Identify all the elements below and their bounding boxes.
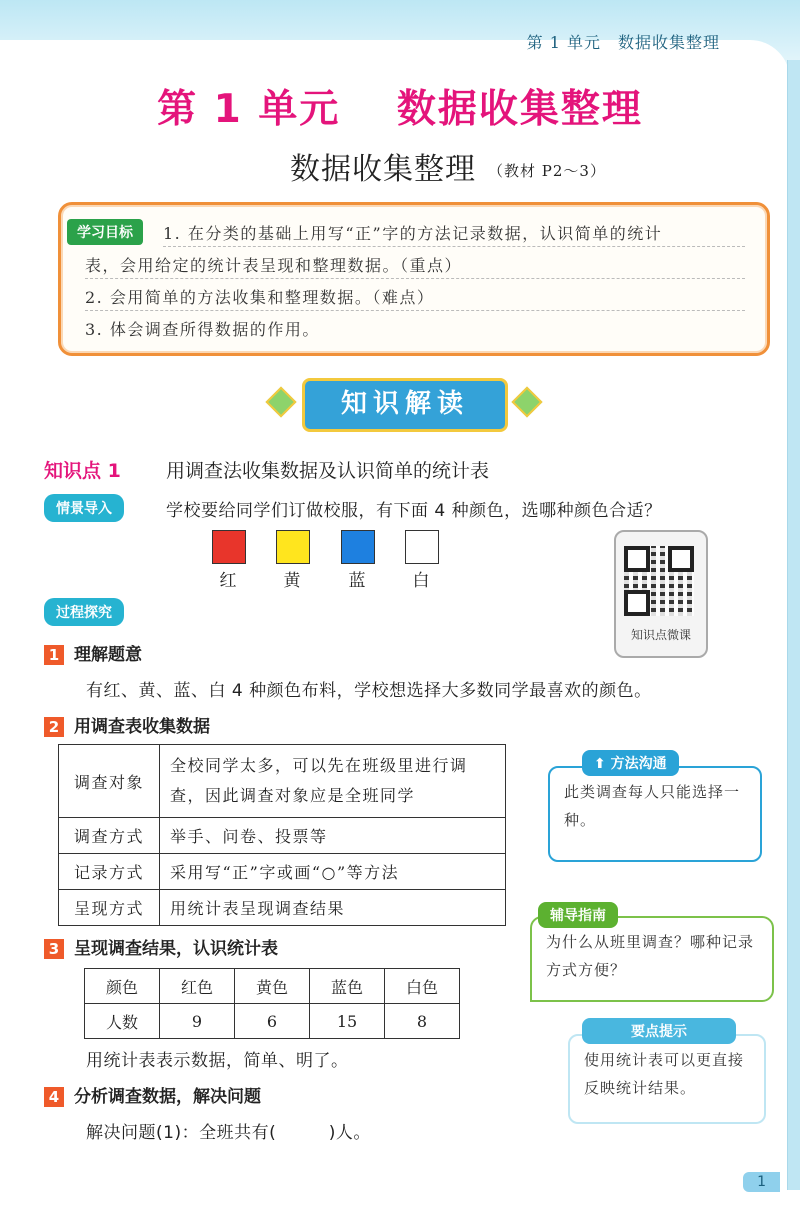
step-number: 1 — [44, 645, 64, 665]
color-swatch-label: 白 — [412, 571, 430, 591]
color-swatch — [405, 530, 439, 564]
color-swatch — [341, 530, 375, 564]
goal-line: 1. 在分类的基础上用写“正”字的方法记录数据，认识简单的统计 — [163, 221, 745, 247]
scene-tag: 情景导入 — [44, 494, 124, 522]
key-tip-tag: 要点提示 — [582, 1018, 736, 1044]
step3-text: 用统计表表示数据，简单、明了。 — [86, 1051, 349, 1071]
step-heading — [44, 640, 142, 665]
table-cell: 9 — [160, 1004, 235, 1039]
table-cell: 全校同学太多，可以先在班级里进行调查，因此调查对象应是全班同学 — [160, 745, 506, 818]
step-number: 2 — [44, 717, 64, 737]
learning-goals-tag: 学习目标 — [67, 219, 143, 245]
color-swatch-label: 黄 — [283, 571, 301, 591]
table-cell: 人数 — [85, 1004, 160, 1039]
color-swatch — [212, 530, 246, 564]
method-tip-text: 此类调查每人只能选择一种。 — [564, 783, 741, 829]
table-cell: 黄色 — [235, 969, 310, 1004]
table-cell: 采用写“正”字或画“○”等方法 — [160, 854, 506, 890]
goal-line: 表，会用给定的统计表呈现和整理数据。（重点） — [85, 253, 745, 279]
goal-line: 3. 体会调查所得数据的作用。 — [85, 320, 320, 339]
table-row — [59, 890, 506, 926]
goal-line: 2. 会用简单的方法收集和整理数据。（难点） — [85, 285, 745, 311]
color-swatch-label: 蓝 — [348, 571, 366, 591]
knowledge-point-text: 用调查法收集数据及认识简单的统计表 — [166, 460, 490, 482]
step-number: 4 — [44, 1087, 64, 1107]
scene-text: 学校要给同学们订做校服，有下面 4 种颜色，选哪种颜色合适？ — [166, 501, 662, 521]
unit-title: 第 1 单元 数据收集整理 — [157, 87, 643, 132]
table-row — [59, 818, 506, 854]
side-rail — [787, 60, 800, 1190]
table-cell: 8 — [385, 1004, 460, 1039]
table-cell: 调查对象 — [59, 745, 160, 818]
color-swatch — [276, 530, 310, 564]
table-cell: 白色 — [385, 969, 460, 1004]
step-title: 分析调查数据，解决问题 — [74, 1087, 261, 1107]
guide-tip-text: 为什么从班里调查？哪种记录方式方便？ — [546, 933, 755, 979]
method-tip-tag: ⬆ 方法沟通 — [582, 750, 679, 776]
table-row — [85, 1004, 460, 1039]
step-heading — [44, 712, 210, 737]
step-number: 3 — [44, 939, 64, 959]
lesson-title-text: 数据收集整理 — [290, 152, 476, 187]
section-banner — [262, 378, 542, 428]
step-heading — [44, 934, 278, 959]
table-cell: 6 — [235, 1004, 310, 1039]
banner-label: 知识解读 — [302, 378, 508, 432]
step4-text: 解决问题(1)：全班共有( )人。 — [86, 1123, 371, 1143]
stats-table — [84, 968, 460, 1039]
step-heading — [44, 1082, 261, 1107]
qr-card[interactable] — [614, 530, 708, 658]
running-head: 第 1 单元 数据收集整理 — [526, 33, 720, 52]
lesson-source: （教材 P2～3） — [488, 162, 606, 180]
table-row — [59, 854, 506, 890]
qr-corner-icon — [624, 590, 650, 616]
step-title: 用调查表收集数据 — [74, 717, 210, 737]
qr-corner-icon — [624, 546, 650, 572]
table-row — [85, 969, 460, 1004]
guide-tip-tag: 辅导指南 — [538, 902, 618, 928]
table-cell: 用统计表呈现调查结果 — [160, 890, 506, 926]
table-cell: 颜色 — [85, 969, 160, 1004]
diamond-icon — [511, 386, 542, 417]
lesson-title — [290, 144, 606, 188]
step-title: 理解题意 — [74, 645, 142, 665]
step-title: 呈现调查结果，认识统计表 — [74, 939, 278, 959]
qr-caption: 知识点微课 — [630, 628, 691, 642]
table-cell: 15 — [310, 1004, 385, 1039]
table-cell: 红色 — [160, 969, 235, 1004]
method-tip-tag-text: 方法沟通 — [610, 756, 667, 772]
table-cell: 记录方式 — [59, 854, 160, 890]
diamond-icon — [265, 386, 296, 417]
table-cell: 呈现方式 — [59, 890, 160, 926]
guide-tip — [530, 916, 774, 1002]
qr-corner-icon — [668, 546, 694, 572]
step1-text: 有红、黄、蓝、白 4 种颜色布料，学校想选择大多数同学最喜欢的颜色。 — [86, 681, 652, 701]
table-cell: 蓝色 — [310, 969, 385, 1004]
color-swatch-label: 红 — [219, 571, 237, 591]
survey-table — [58, 744, 506, 926]
knowledge-point-label: 知识点 1 — [44, 460, 121, 482]
page-number: 1 — [743, 1172, 780, 1192]
method-tip — [548, 766, 762, 862]
process-tag: 过程探究 — [44, 598, 124, 626]
table-cell: 调查方式 — [59, 818, 160, 854]
table-cell: 举手、问卷、投票等 — [160, 818, 506, 854]
key-tip-text: 使用统计表可以更直接反映统计结果。 — [584, 1051, 745, 1097]
key-tip — [568, 1034, 766, 1124]
learning-goals-box — [58, 202, 770, 356]
table-row — [59, 745, 506, 818]
